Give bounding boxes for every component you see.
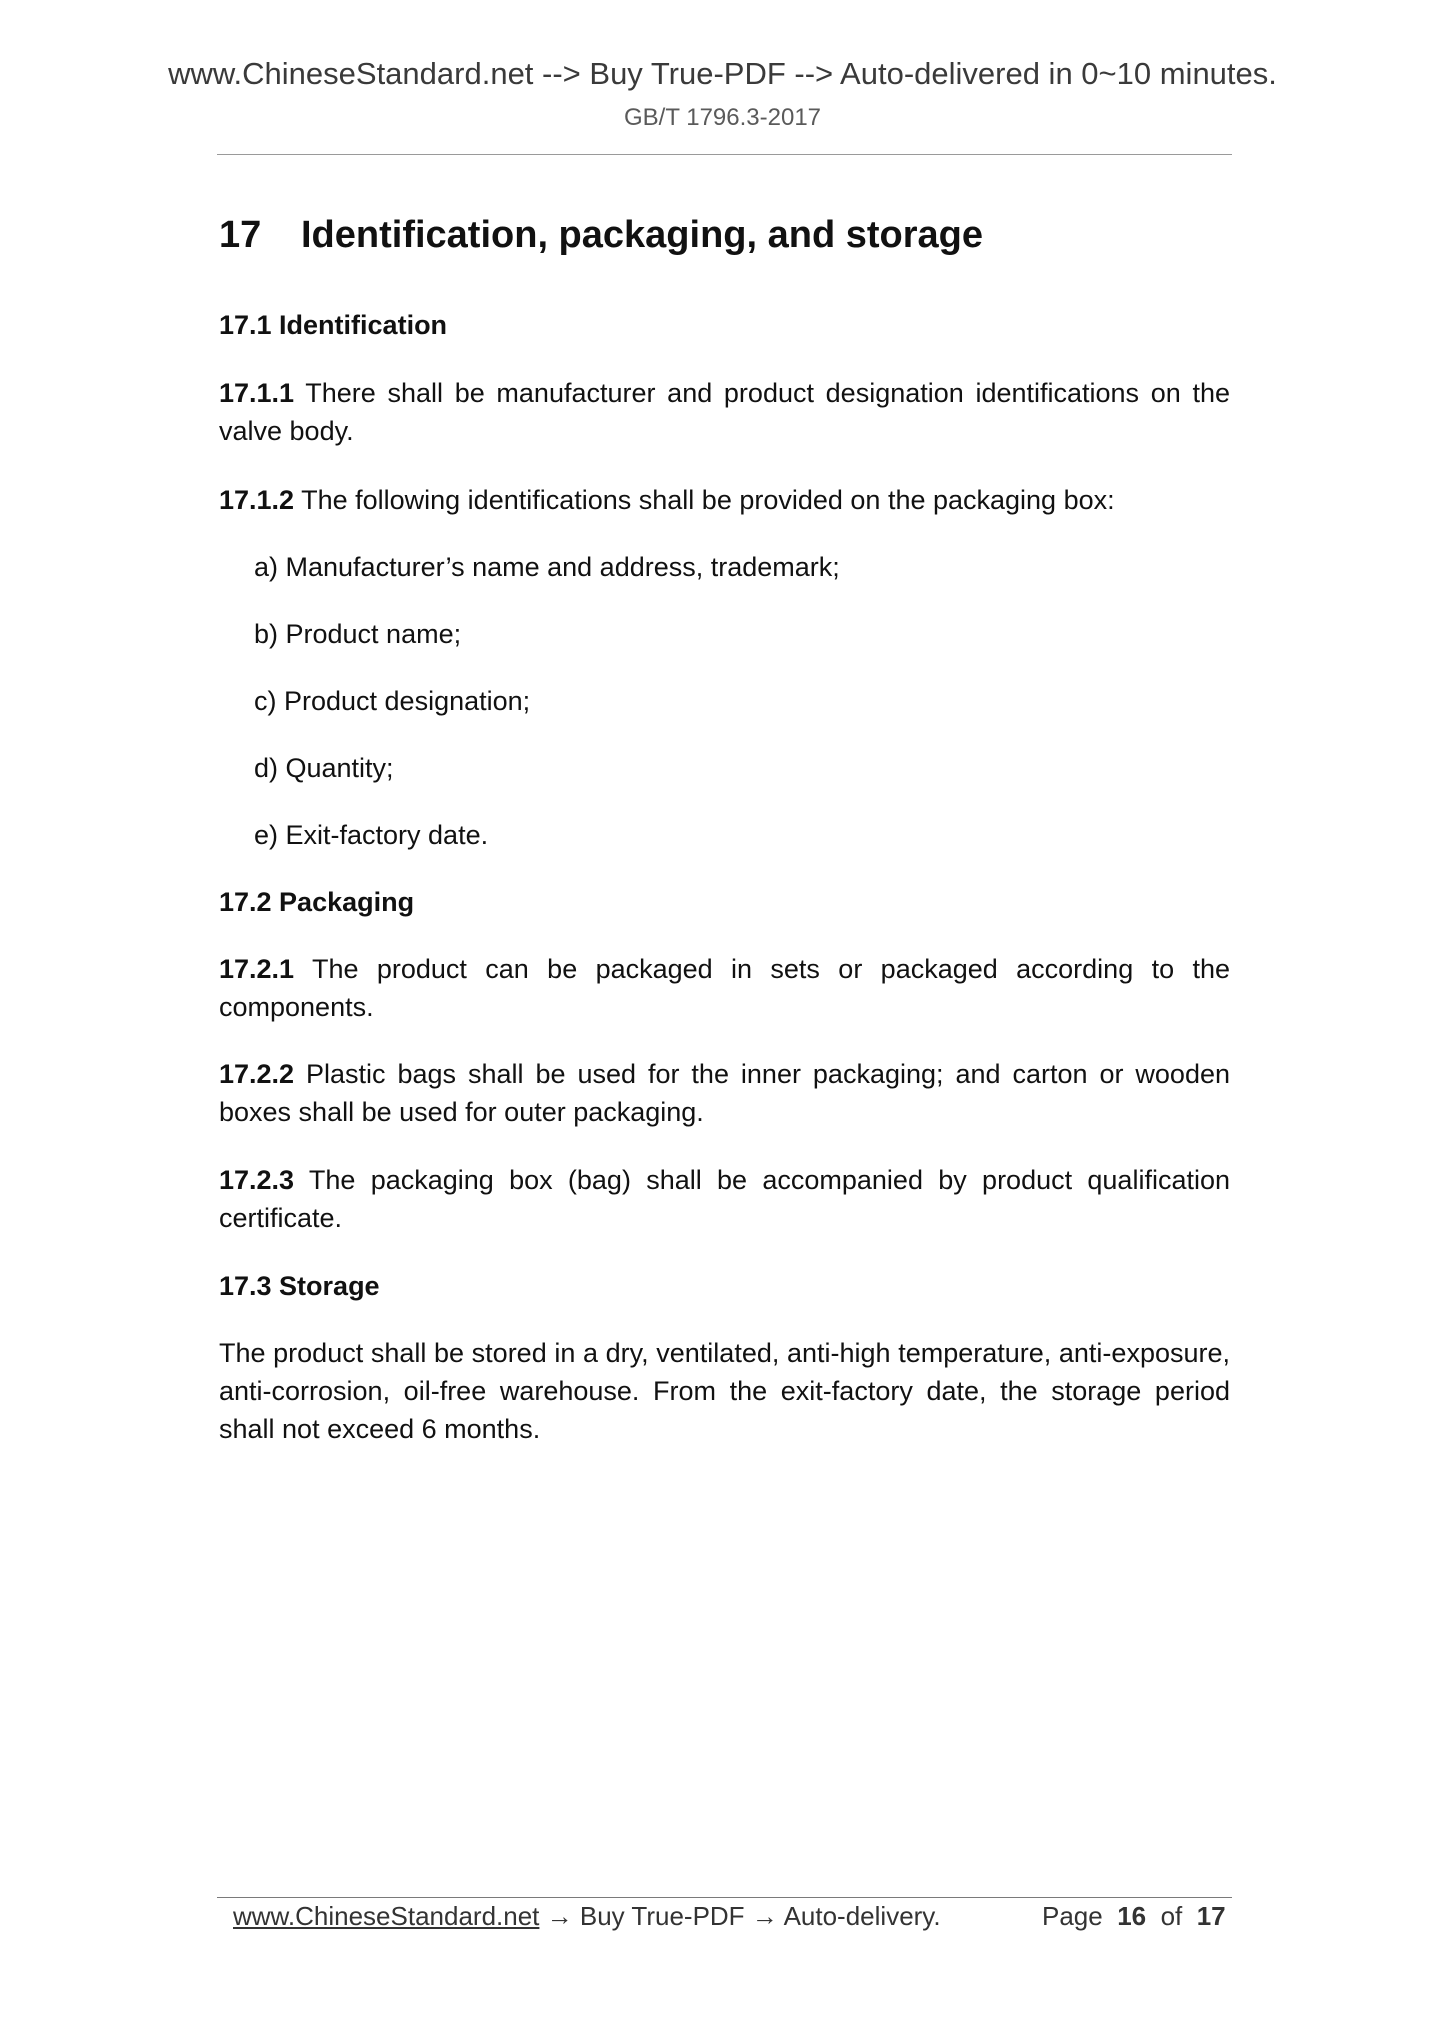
clause-17-1-1 xyxy=(219,374,1230,450)
header-divider xyxy=(217,154,1232,155)
chapter-number: 17 xyxy=(219,214,262,256)
list-item: d) Quantity; xyxy=(254,753,394,783)
clause-text: The following identifications shall be provided on the packaging box: xyxy=(294,485,1115,515)
clause-17-1-2 xyxy=(219,481,1230,519)
clause-17-2-2 xyxy=(219,1055,1230,1131)
clause-number: 17.2.2 xyxy=(219,1059,295,1089)
clause-text: There shall be manufacturer and product designation identifications on the valve body. xyxy=(219,378,1230,446)
footer-site-link[interactable]: www.ChineseStandard.net xyxy=(233,1901,540,1931)
storage-paragraph: The product shall be stored in a dry, ventilated, anti-high temperature, anti-exposure, anti-corrosion, oil-free warehouse. From the exit-factory date, the storage period shall not exceed 6 months. xyxy=(219,1338,1230,1444)
clause-text: The product can be packaged in sets or packaged according to the components. xyxy=(219,954,1230,1022)
clause-17-2-1 xyxy=(219,950,1230,1026)
total-pages: 17 xyxy=(1196,1901,1226,1931)
section-heading-17-2: 17.2 Packaging xyxy=(219,887,415,917)
section-heading-17-3: 17.3 Storage xyxy=(219,1271,380,1301)
clause-number: 17.1.2 xyxy=(219,485,295,515)
section-heading-17-1: 17.1 Identification xyxy=(219,310,448,340)
of-label: of xyxy=(1160,1901,1183,1931)
clause-text: Plastic bags shall be used for the inner packaging; and carton or wooden boxes shall be used for outer packaging. xyxy=(219,1059,1230,1127)
list-item: e) Exit-factory date. xyxy=(254,820,489,850)
clause-17-2-3 xyxy=(219,1161,1230,1237)
clause-number: 17.1.1 xyxy=(219,378,295,408)
page-number xyxy=(1042,1898,1226,1934)
clause-text: The packaging box (bag) shall be accompanied by product qualification certificate. xyxy=(219,1165,1230,1233)
footer-tagline: → Buy True-PDF → Auto-delivery. xyxy=(539,1901,941,1931)
page-label: Page xyxy=(1042,1901,1103,1931)
top-banner: www.ChineseStandard.net --> Buy True-PDF --> Auto-delivered in 0~10 minutes. xyxy=(168,56,1277,91)
clause-number: 17.2.1 xyxy=(219,954,295,984)
chapter-title xyxy=(219,212,983,258)
list-item: a) Manufacturer’s name and address, trademark; xyxy=(254,552,840,582)
chapter-title-text: Identification, packaging, and storage xyxy=(301,214,983,256)
list-item: c) Product designation; xyxy=(254,686,531,716)
footer-links xyxy=(233,1898,941,1934)
clause-number: 17.2.3 xyxy=(219,1165,295,1195)
list-item: b) Product name; xyxy=(254,619,462,649)
standard-code: GB/T 1796.3-2017 xyxy=(623,104,822,131)
current-page: 16 xyxy=(1117,1901,1147,1931)
